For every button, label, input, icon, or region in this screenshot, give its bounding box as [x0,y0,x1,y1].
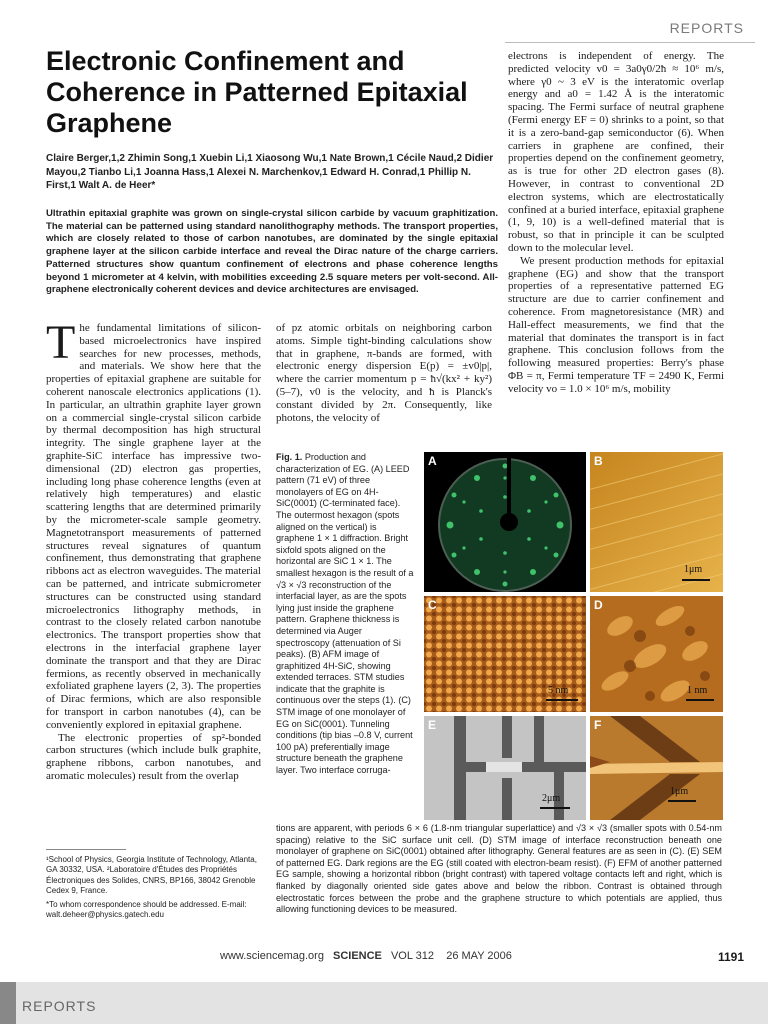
figure-panel-stm-lithography [590,596,723,712]
panel-label-e: E [428,718,437,732]
bottom-bar [0,982,768,1024]
bottom-section-label: REPORTS [22,998,97,1014]
correspondence-text: *To whom correspondence should be addressed. E-mail: walt.deheer@physics.gatech.edu [46,900,247,920]
body-paragraph: The electronic properties of sp²-bonded carbon structures (which include bulk graphite, graphene ribbons, carbon nanotubes, and aromatic molecules) result from the overlap [46,731,261,782]
scale-bar-label: 2μm [542,793,561,804]
scale-bar-label: 1 nm [687,685,708,696]
panel-label-c: C [428,598,437,612]
article-title: Electronic Confinement and Coherence in Patterned Epitaxial Graphene [46,46,468,138]
affiliation-text: ¹School of Physics, Georgia Institute of Technology, Atlanta, GA 30332, USA. ²Laboratoire d'Études des Propriétés Électroniques des Solides, CNRS, BP166, 38042 Grenoble Cedex 9, France. [46,855,257,895]
footer-line [220,950,580,962]
authors: Claire Berger,1,2 Zhimin Song,1 Xuebin Li,1 Xiaosong Wu,1 Nate Brown,1 Cécile Naud,2 Didier Mayou,2 Tianbo Li,1 Joanna Hass,1 Alexei N. Marchenkov,1 Edward H. Conrad,1 Phillip N. First,1 Walt A. de Heer* [46,153,494,191]
figure-panel-afm [590,452,723,592]
figure-caption-continued: tions are apparent, with periods 6 × 6 (1.8-nm triangular superlattice) and √3 × √3 (smaller spots with 0.54-nm spacing) relative to the SiC surface unit cell. (D) STM image of interface reconstruction beneath one monolayer of graphene on SiC(0001) obtained after lithography. General features are as seen in (C). (E) SEM of patterned EG. Dark regions are the EG (still coated with electron-beam resist). (F) EFM of another patterned EG sample, showing a horizontal ribbon (bright contrast) with tapered voltage contacts left and right, which is flanked by diagonally oriented side gates above and below the ribbon. Contrast is obtained through electrostatic forces between the probe and the graphene structure to which potentials are applied, thus allowing functioning devices to be measured. [276,823,722,915]
body-column-3 [508,50,724,396]
figure-panel-stm [424,596,586,712]
leed-pattern-image [424,452,586,592]
scale-bar-label: 1μm [670,786,689,797]
footer-volume: VOL 312 [390,950,434,962]
panel-label-a: A [428,454,437,468]
body-column-1 [46,316,261,783]
figure-caption-text: Production and characterization of EG. (A) LEED pattern (71 eV) of three monolayers of EG on 4H-SiC(0001̄) (C-terminated face). The outermost hexagon (spots aligned on the vertical) is graphene 1 × 1 diffraction. Bright sixfold spots aligned on the horizontal are SiC 1 × 1. The smallest hexagon is the result of a √3 × √3 reconstruction of the interfacial layer, as are the spots lying just inside the graphene pattern. Graphene thickness is determined via Auger spectroscopy (attenuation of Si peaks). (B) AFM image of graphitized 4H-SiC, showing extended terraces. STM studies indicate that the graphite is continuous over the steps (1). (C) STM image of one monolayer of EG on SiC(0001). Tunneling conditions (tip bias –0.8 V, current 100 pA) preferentially image structure beneath the graphene layer. Two interface corruga- [276,452,414,776]
body-column-2 [276,322,492,424]
affiliation-rule [46,849,126,850]
body-paragraph: We present production methods for epitaxial graphene (EG) and show that the transport properties of a representative patterned EG structure are due to carrier confinement and coherence. From magnetoresistance (MR) and Hall-effect measurements, we find that the material that dominates the transport is in fact graphene. This conclusion follows from the following measured properties: Berry's phase ΦB = π, Fermi temperature TF = 2490 K, Fermi velocity vo = 1.0 × 10⁶ m/s, mobility [508,254,724,395]
body-paragraph: of pz atomic orbitals on neighboring carbon atoms. Simple tight-binding calculations show that in graphene, π-bands are formed, with electronic energy dispersion E(p) = ±v0|p|, where the carrier momentum p = ħ√(kx² + ky²) (5–7), v0 is the velocity, and ħ is Planck's constant divided by 2π. Consequently, like photons, the velocity of [276,322,492,424]
efm-ribbon-image [590,716,723,820]
scale-bar-line [546,699,578,701]
scale-bar-label: 1μm [684,564,703,575]
bottom-accent [0,982,16,1024]
scale-bar-label: 5 nm [548,685,569,696]
figure-panel-sem [424,716,586,820]
body-paragraph: he fundamental limitations of silicon-based microelectronics have inspired searches for new processes, methods, and materials. We show here that the properties of epitaxial graphene are suitable for coherent nanoscale electronics applications (1). In particular, an ultrathin graphite layer grown on a commercial single-crystal silicon carbide by thermal decomposition has high structural integrity. The single graphene layer at the graphite-SiC interface has impressive two-dimensional (2D) electron gas properties, including long phase coherence lengths (even at relatively high temperatures) and elastic scattering lengths that are determined primarily by the micrometer-scale sample geometry. Magnetotransport measurements of patterned structures reveal signatures of quantum confinement, thus demonstrating that graphene ribbons act as electron waveguides. The material can be patterned, and intricate submicrometer structures can be constructed using standard microelectronics lithography methods, in contrast to the closely related carbon nanotube electronics. The transport properties show that electrons in the interfacial graphene layer dominate the transport and that they are Dirac fermions, as recently observed in mechanically exfoliated graphene layers (2, 3). The properties of Dirac fermions, which are also responsible for transport in carbon nanotubes (4), can be conveniently explored in epitaxial graphene. [46,322,261,731]
body-paragraph: electrons is independent of energy. The predicted velocity v0 = 3a0γ0/2ħ ≈ 10⁶ m/s, where γ0 ~ 3 eV is the interatomic overlap energy and a0 = 1.42 Å is the interatomic spacing. The Fermi surface of neutral graphene (Fermi energy EF = 0) shrinks to a point, so that it is a zero-band-gap semiconductor (6). When carriers in graphene are confined, their properties depend on the confinement geometry, as is true for other 2D electron gases (8). However, in contrast to conventional 2D electron systems, which are electrostatically confined at a buried interface, epitaxial graphene (1, 9, 10) is a well-defined material that is robust, so that in principle it can be sculpted down to the molecular level. [508,50,724,254]
scale-bar-line [682,579,710,581]
sem-pattern-image [424,716,586,820]
page-number: 1191 [717,950,744,964]
figure-caption [276,452,416,777]
figure-panel-leed [424,452,586,592]
footer-journal: SCIENCE [333,950,382,962]
scale-bar-line [686,699,714,701]
panel-label-f: F [594,718,602,732]
affiliations [46,855,268,925]
panel-label-b: B [594,454,603,468]
figure-caption-head: Fig. 1. [276,452,303,462]
abstract: Ultrathin epitaxial graphite was grown on single-crystal silicon carbide by vacuum graphitization. The material can be patterned using standard nanolithography methods. The transport properties, which are closely related to those of carbon nanotubes, are dominated by the single epitaxial graphene layer at the silicon carbide interface and reveal the Dirac nature of the charge carriers. Patterned structures show quantum confinement of electrons and phase coherence lengths beyond 1 micrometer at 4 kelvin, with mobilities exceeding 2.5 square meters per volt-second. All-graphene electronically coherent devices and device architectures are envisaged. [46,208,498,296]
figure-panel-efm [590,716,723,820]
panel-label-d: D [594,598,603,612]
section-label: REPORTS [669,20,744,36]
afm-terraces-image [590,452,723,592]
scale-bar-line [668,800,696,802]
footer-date: 26 MAY 2006 [446,950,512,962]
header-rule [505,42,755,43]
footer-url: www.sciencemag.org [220,950,324,962]
drop-cap: T [46,316,76,369]
scale-bar-line [540,807,570,809]
